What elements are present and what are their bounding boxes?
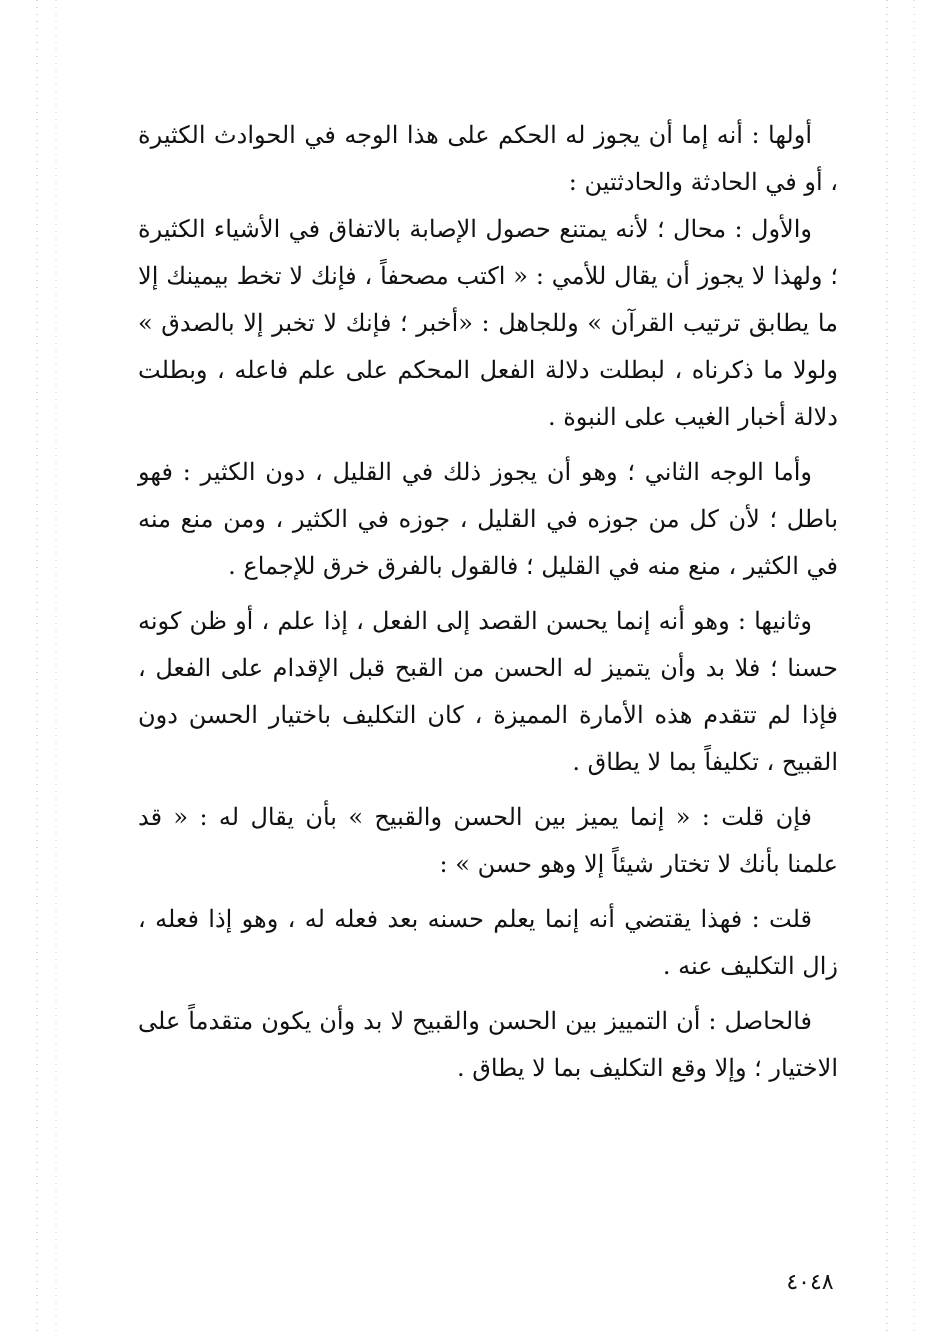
scan-artifact-right-inner bbox=[886, 0, 888, 1335]
scan-artifact-left bbox=[36, 0, 38, 1335]
body-text bbox=[138, 112, 838, 1092]
paragraph-second-case: وأما الوجه الثاني ؛ وهو أن يجوز ذلك في القليل ، دون الكثير : فهو باطل ؛ لأن كل من جوزه في القليل ، جوزه في الكثير ، ومن منع منه في الكثير ، منع منه في القليل ؛ فالقول بالفرق خرق للإجماع . bbox=[138, 458, 838, 580]
scan-artifact-right bbox=[913, 0, 915, 1335]
paragraph-first-case: والأول : محال ؛ لأنه يمتنع حصول الإصابة بالاتفاق في الأشياء الكثيرة ؛ ولهذا لا يجوز أن يقال للأمي : « اكتب مصحفاً ، فإنك لا تخط بيمينك إلا ما يطابق ترتيب القرآن » وللجاهل : «أخبر ؛ فإنك لا تخبر إلا بالصدق » ولولا ما ذكرناه ، لبطلت دلالة الفعل المحكم على علم فاعله ، وبطلت دلالة أخبار الغيب على النبوة . bbox=[138, 215, 838, 431]
paragraph-conclusion: فالحاصل : أن التمييز بين الحسن والقبيح لا بد وأن يكون متقدماً على الاختيار ؛ وإلا وقع التكليف بما لا يطاق . bbox=[138, 1007, 838, 1082]
paragraph-objection: فإن قلت : « إنما يميز بين الحسن والقبيح » بأن يقال له : « قد علمنا بأنك لا تختار شيئاً إلا وهو حسن » : bbox=[138, 803, 838, 878]
page-number: ٤٠٤٨ bbox=[786, 1270, 834, 1295]
paragraph-first-point: أولها : أنه إما أن يجوز له الحكم على هذا الوجه في الحوادث الكثيرة ، أو في الحادثة والحادثتين : bbox=[138, 121, 838, 196]
scan-artifact-left-inner bbox=[55, 0, 57, 1335]
paragraph-second-point: وثانيها : وهو أنه إنما يحسن القصد إلى الفعل ، إذا علم ، أو ظن كونه حسنا ؛ فلا بد وأن يتميز له الحسن من القبح قبل الإقدام على الفعل ، فإذا لم تتقدم هذه الأمارة المميزة ، كان التكليف باختيار الحسن دون القبيح ، تكليفاً بما لا يطاق . bbox=[138, 607, 838, 776]
paragraph-reply: قلت : فهذا يقتضي أنه إنما يعلم حسنه بعد فعله له ، وهو إذا فعله ، زال التكليف عنه . bbox=[138, 905, 838, 980]
